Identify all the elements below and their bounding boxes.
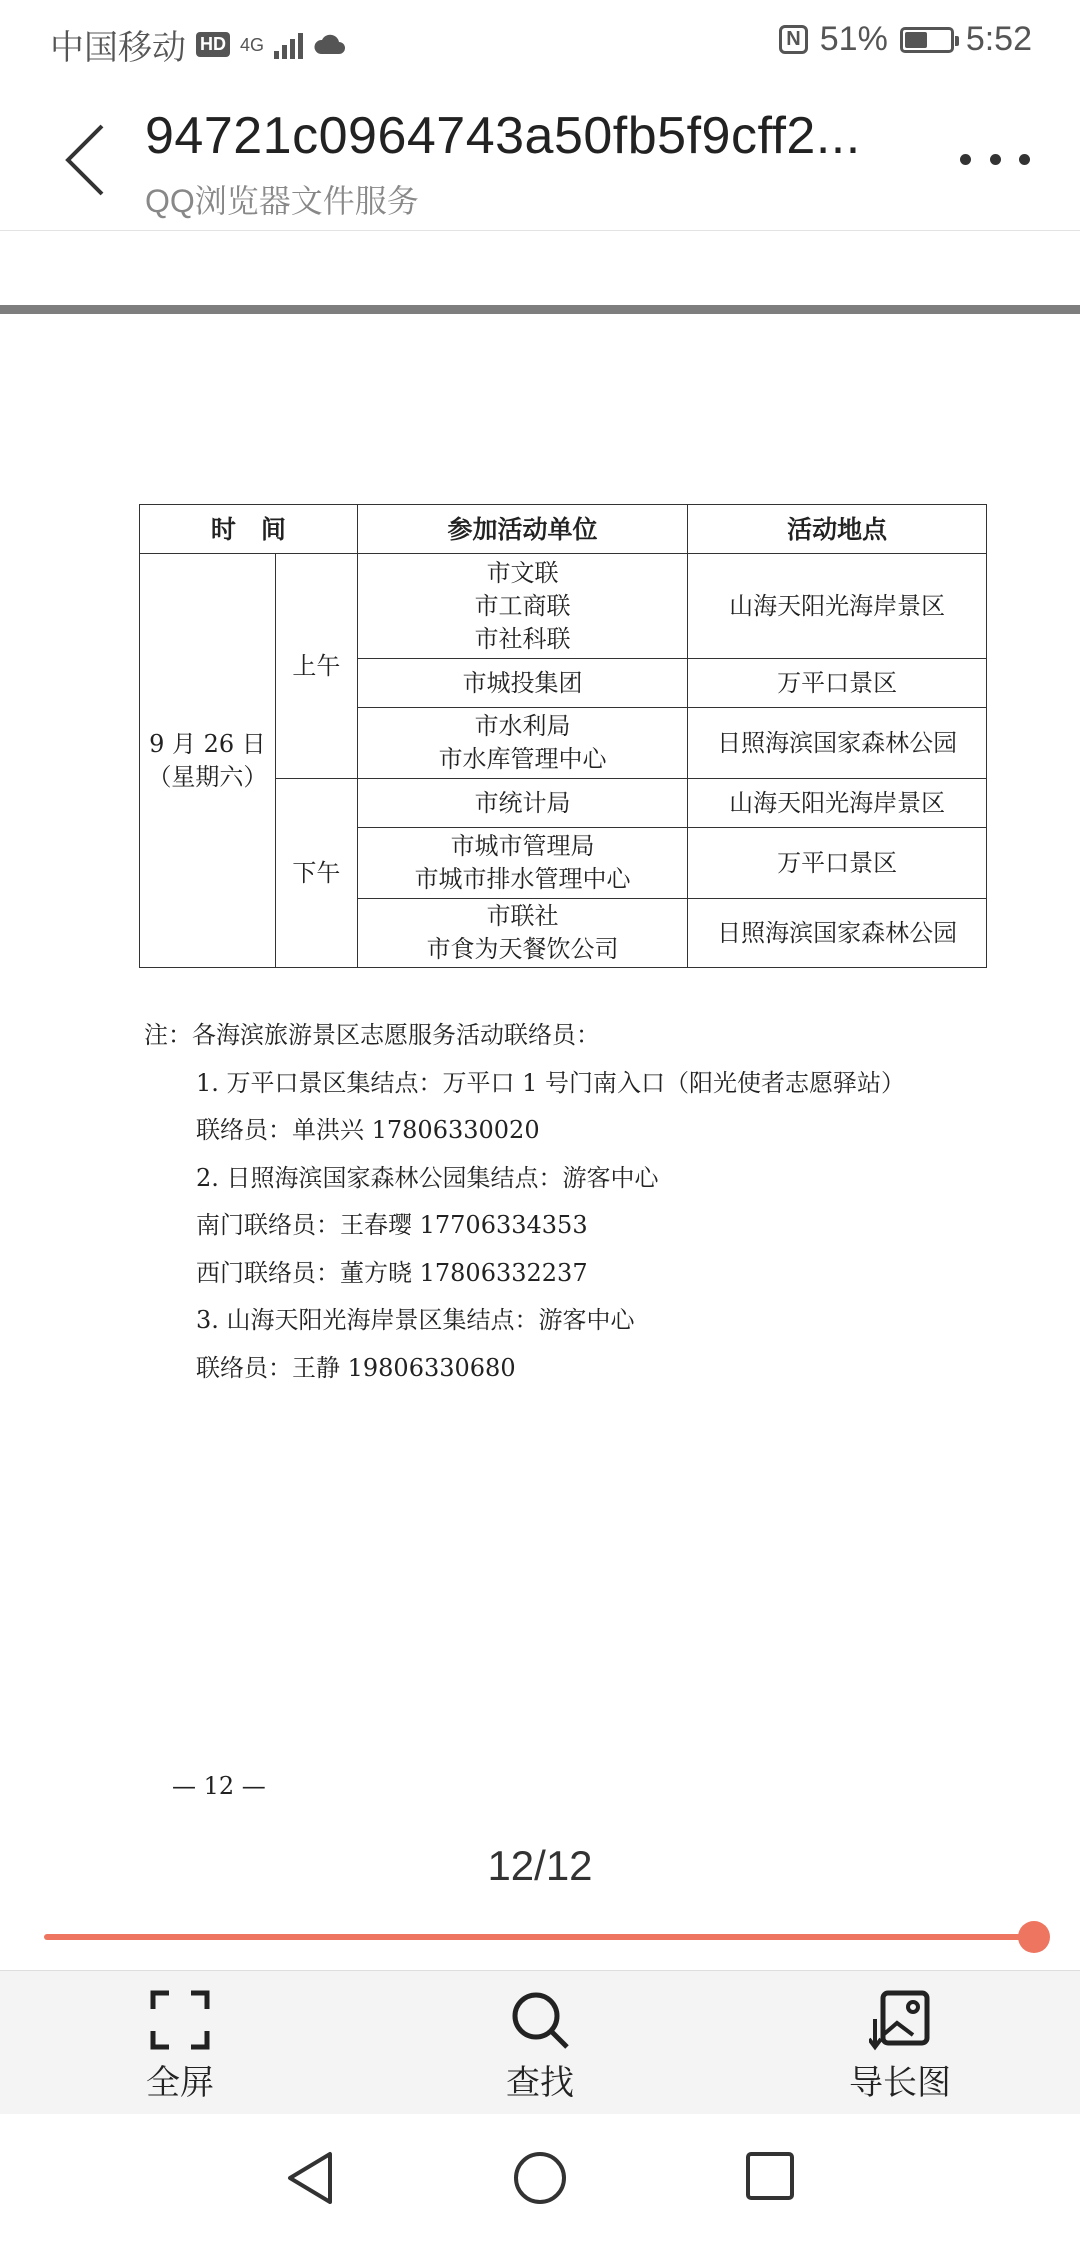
battery-percent: 51% — [819, 20, 888, 58]
nav-back-icon[interactable] — [284, 2150, 336, 2206]
units-cell — [357, 899, 688, 968]
unit-name: 市社科联 — [474, 624, 571, 653]
unit-name: 市文联 — [486, 558, 559, 587]
unit-name: 市食为天餐饮公司 — [426, 935, 619, 963]
page-divider — [0, 305, 1080, 314]
page-progress-handle[interactable] — [1018, 1921, 1050, 1953]
unit-name: 市城市管理局 — [450, 832, 595, 860]
file-title: 94721c0964743a50fb5f9cff2... — [145, 107, 861, 165]
notes-block — [144, 1012, 905, 1392]
afternoon-cell: 下午 — [275, 779, 357, 968]
unit-name: 市联社 — [486, 902, 559, 930]
file-source: QQ浏览器文件服务 — [145, 183, 419, 219]
note-line: 2. 日照海滨国家森林公园集结点：游客中心 — [196, 1163, 659, 1192]
document-page — [0, 314, 1080, 1924]
note-line: 南门联络员：王春璎 17706334353 — [196, 1211, 588, 1239]
units-cell — [357, 708, 688, 779]
find-label: 查找 — [506, 2064, 574, 2102]
page-indicator: 12/12 — [487, 1842, 593, 1889]
fullscreen-icon — [149, 1989, 211, 2051]
place-cell: 山海天阳光海岸景区 — [688, 779, 987, 828]
place-cell: 日照海滨国家森林公园 — [688, 899, 987, 968]
header-place: 活动地点 — [688, 505, 987, 554]
morning-cell: 上午 — [275, 554, 357, 779]
note-line: 联络员：单洪兴 17806330020 — [196, 1116, 540, 1144]
note-line: 西门联络员：董方晓 17806332237 — [196, 1258, 588, 1287]
clock: 5:52 — [965, 20, 1032, 58]
header-time: 时 间 — [140, 505, 358, 554]
bottom-toolbar — [0, 1970, 1080, 2115]
unit-name: 市工商联 — [474, 591, 571, 620]
nav-recents-icon[interactable] — [744, 2150, 796, 2202]
back-arrow-icon[interactable] — [58, 120, 118, 200]
more-icon[interactable] — [960, 144, 1030, 174]
date-text: 9 月 26 日 — [149, 729, 266, 758]
table-header-row — [140, 505, 987, 554]
cloud-icon — [313, 32, 347, 58]
note-line: 1. 万平口景区集结点：万平口 1 号门南入口（阳光使者志愿驿站） — [196, 1068, 906, 1097]
find-button[interactable] — [450, 1989, 630, 2104]
fullscreen-label: 全屏 — [146, 2064, 214, 2102]
units-cell — [357, 554, 688, 659]
table-row — [140, 554, 987, 659]
note-line: 联络员：王静 19806330680 — [196, 1353, 516, 1382]
nav-home-icon[interactable] — [512, 2150, 568, 2206]
date-cell — [140, 554, 276, 968]
fullscreen-button[interactable] — [90, 1989, 270, 2104]
page-progress-track[interactable] — [44, 1934, 1034, 1940]
battery-icon — [900, 27, 954, 53]
unit-name: 市城市排水管理中心 — [414, 865, 631, 893]
status-bar — [0, 0, 1080, 84]
units-cell — [357, 659, 688, 708]
unit-name: 市城投集团 — [462, 668, 583, 697]
note-line: 注：各海滨旅游景区志愿服务活动联络员： — [144, 1021, 600, 1049]
long-image-label: 导长图 — [849, 2064, 951, 2102]
place-cell: 日照海滨国家森林公园 — [688, 708, 987, 779]
units-cell — [357, 779, 688, 828]
note-line: 3. 山海天阳光海岸景区集结点：游客中心 — [196, 1306, 635, 1334]
weekday-text: （星期六） — [147, 762, 268, 791]
network-type: 4G — [240, 34, 265, 55]
place-cell: 万平口景区 — [688, 659, 987, 708]
unit-name: 市水利局 — [474, 712, 571, 740]
long-image-icon — [869, 1989, 931, 2051]
system-nav-bar — [0, 2114, 1080, 2244]
place-cell: 万平口景区 — [688, 828, 987, 899]
app-header — [0, 84, 1080, 231]
page-number: — 12 — — [172, 1772, 266, 1800]
header-units: 参加活动单位 — [357, 505, 688, 554]
long-image-button[interactable] — [810, 1989, 990, 2104]
place-cell: 山海天阳光海岸景区 — [688, 554, 987, 659]
unit-name: 市水库管理中心 — [438, 745, 607, 773]
nfc-icon: N — [779, 25, 807, 54]
schedule-table — [139, 504, 987, 968]
carrier-label: 中国移动 — [50, 29, 186, 67]
search-icon — [509, 1989, 571, 2051]
hd-badge: HD — [196, 32, 230, 57]
signal-icon — [274, 31, 303, 59]
unit-name: 市统计局 — [474, 788, 571, 817]
units-cell — [357, 828, 688, 899]
